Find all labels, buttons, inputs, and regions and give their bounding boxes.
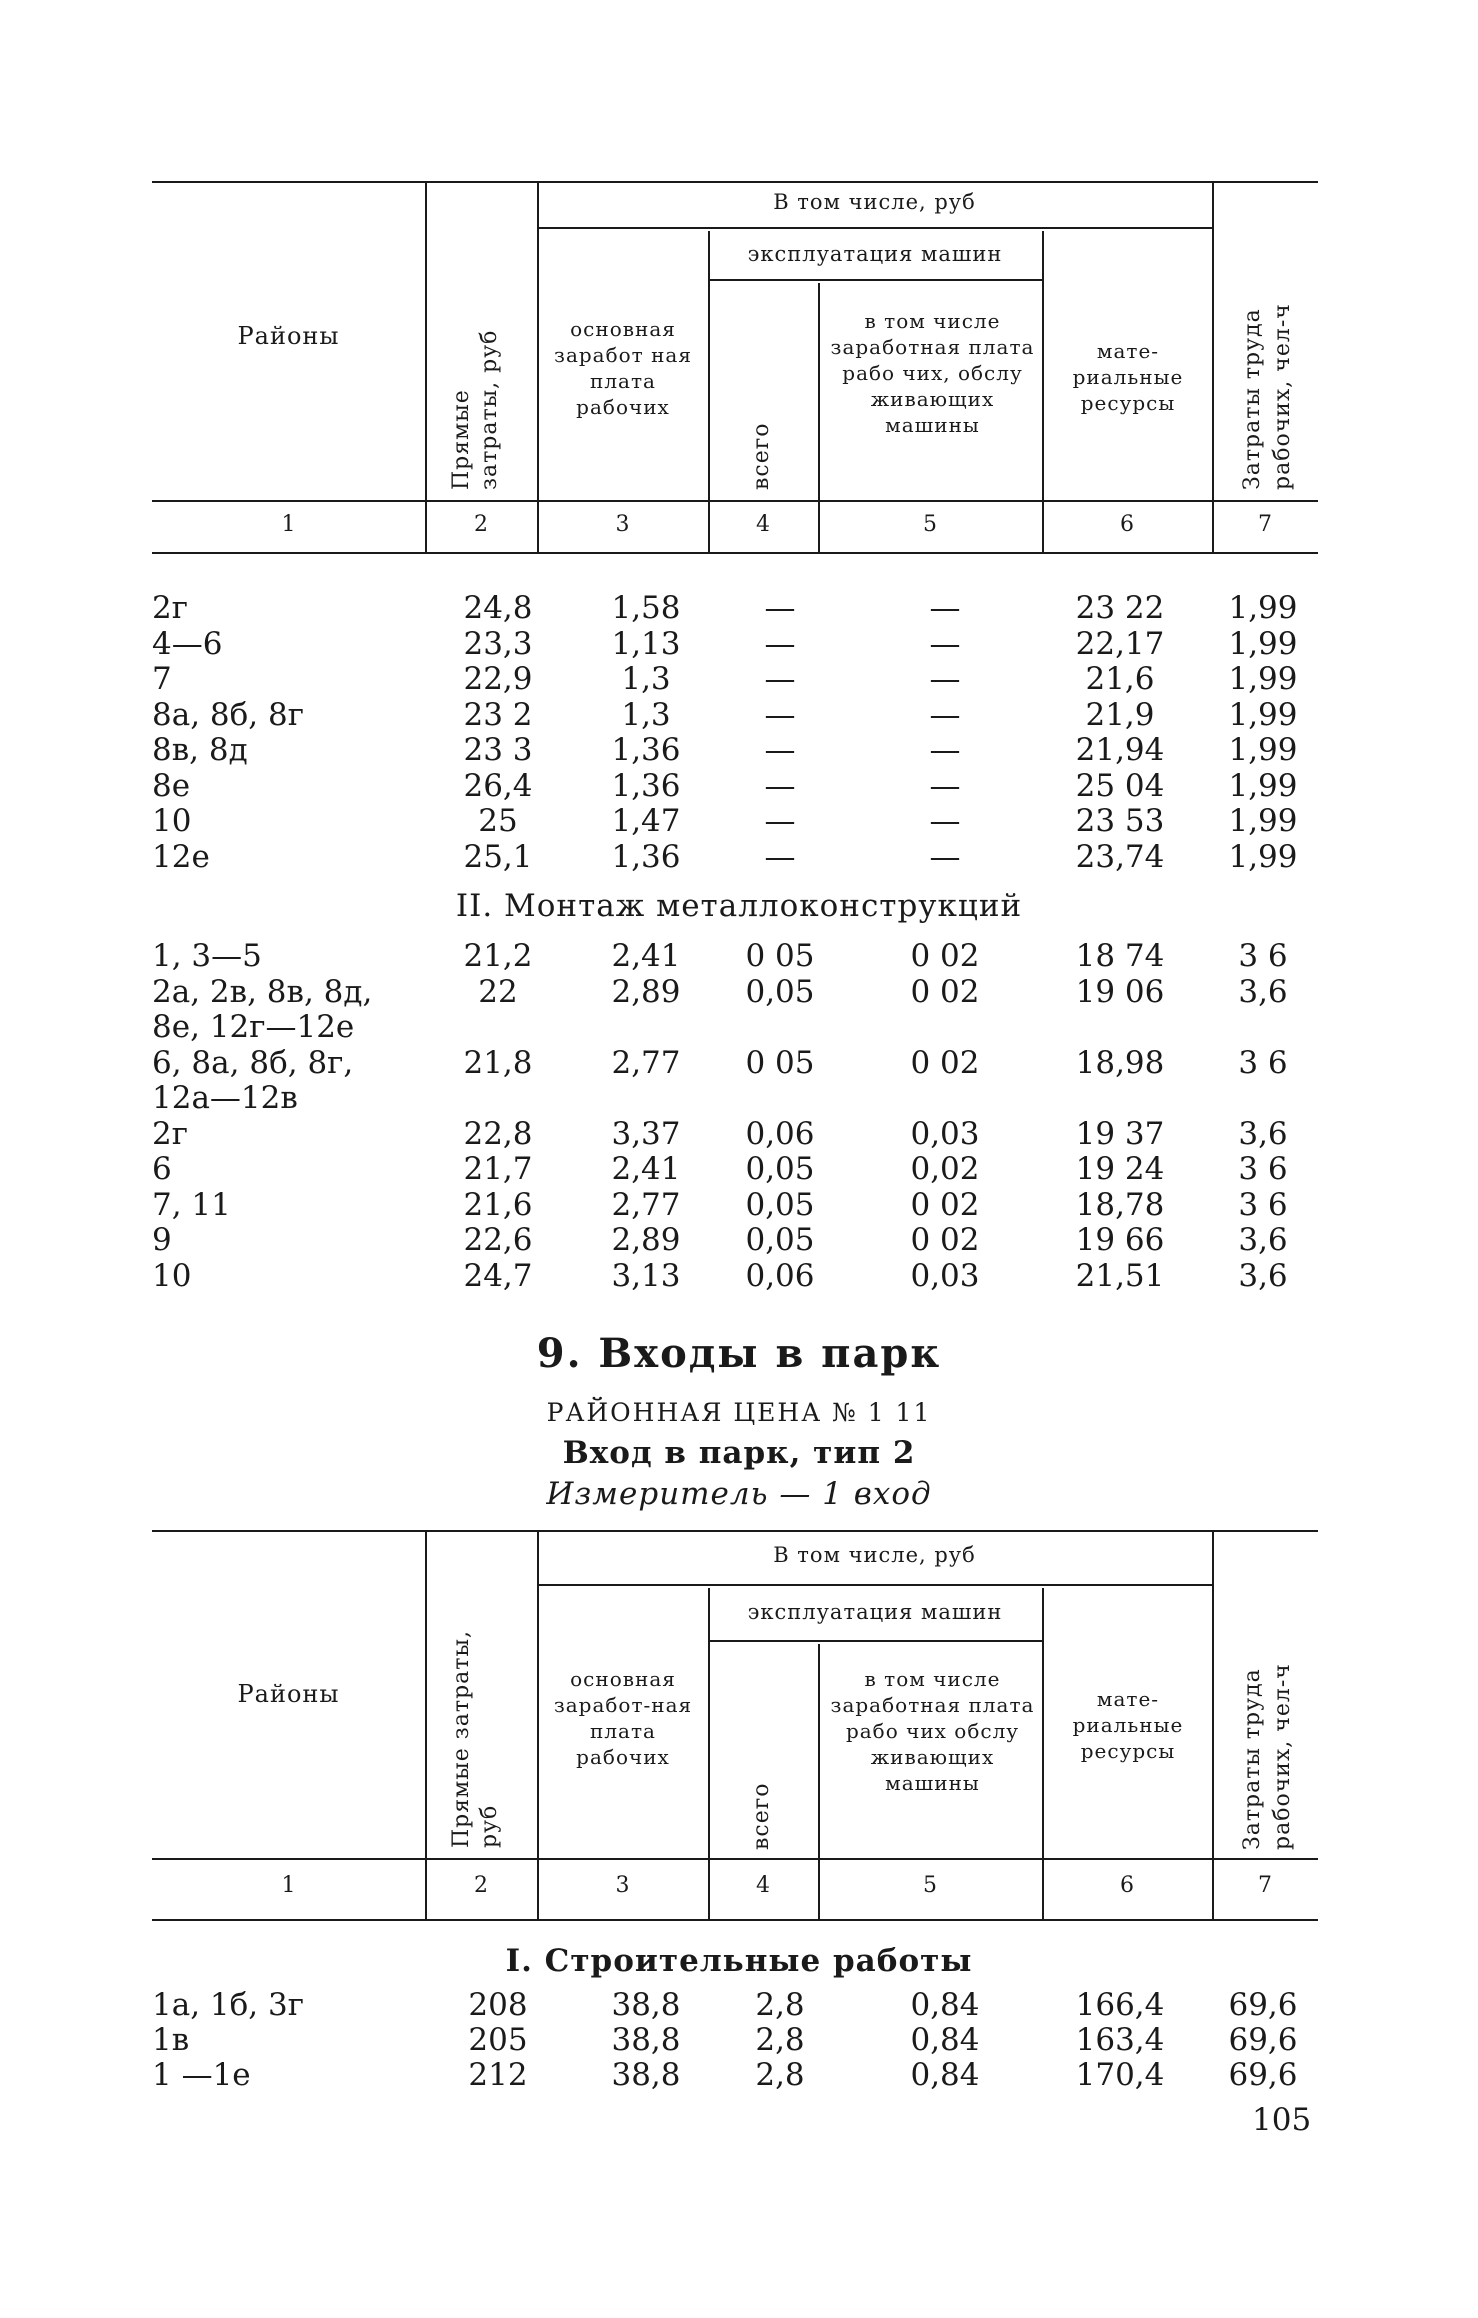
table-cell: 23 22 bbox=[1075, 590, 1165, 626]
table2-col-divider bbox=[425, 1530, 427, 1921]
table-cell: 22,17 bbox=[1075, 625, 1165, 662]
table-cell: 1,99 bbox=[1228, 661, 1298, 697]
table-cell: 0,02 bbox=[910, 1151, 980, 1187]
table-cell: 205 bbox=[468, 2022, 528, 2058]
table-cell: 2,8 bbox=[755, 2022, 805, 2058]
table1-section2-title: II. Монтаж металлоконструкций bbox=[455, 888, 1023, 924]
table-cell: — bbox=[764, 732, 796, 768]
table-cell: 1, 3—5 bbox=[152, 938, 262, 974]
table-cell: 1,99 bbox=[1228, 767, 1298, 804]
table1-machines-header: эксплуатация машин bbox=[747, 242, 1003, 266]
table-cell: — bbox=[764, 696, 796, 733]
table-cell: 8е, 12г—12е bbox=[152, 1009, 355, 1045]
table-cell: 19 24 bbox=[1075, 1151, 1165, 1187]
table-cell: 69,6 bbox=[1228, 2057, 1298, 2093]
table-cell: 19 06 bbox=[1075, 973, 1165, 1010]
table1-total-header: всего bbox=[749, 422, 774, 490]
table2-col-divider bbox=[1212, 1530, 1214, 1921]
table-cell: 23 3 bbox=[463, 732, 533, 768]
table-cell: 2,8 bbox=[755, 2057, 805, 2093]
section9-title: 9. Входы в парк bbox=[536, 1330, 942, 1377]
table-cell: 21,8 bbox=[463, 1044, 533, 1081]
table-cell: 2,41 bbox=[611, 938, 681, 974]
table1-colnum: 2 bbox=[474, 512, 488, 537]
table1-header-bottom-rule bbox=[152, 552, 1318, 554]
table-cell: 69,6 bbox=[1228, 2022, 1298, 2058]
table-cell: 2,8 bbox=[755, 1987, 805, 2023]
table-cell: 1,47 bbox=[611, 803, 681, 839]
table-cell: 1а, 1б, 3г bbox=[152, 1987, 304, 2023]
table1-numbers-rule bbox=[152, 500, 1318, 502]
table-cell: 8е bbox=[152, 767, 191, 804]
table1-col-divider bbox=[425, 181, 427, 552]
table-row bbox=[0, 1116, 1478, 1152]
table-cell: 2,77 bbox=[611, 1044, 681, 1081]
table-cell: 6 bbox=[152, 1151, 172, 1187]
table-cell: 4—6 bbox=[152, 625, 223, 662]
section9-price: РАЙОННАЯ ЦЕНА № 1 11 bbox=[546, 1398, 932, 1427]
table-cell: — bbox=[764, 767, 796, 804]
table1-colnum: 7 bbox=[1258, 512, 1272, 537]
table-cell: 163,4 bbox=[1075, 2022, 1165, 2058]
table1-labor-header: Затраты труда рабочих, чел-ч bbox=[1240, 303, 1295, 490]
table-cell: 23 2 bbox=[463, 696, 533, 733]
table1-colnum: 5 bbox=[923, 512, 937, 537]
table-cell: 1 —1е bbox=[152, 2057, 251, 2093]
page-number: 105 bbox=[1252, 2102, 1312, 2138]
table1-colnum: 6 bbox=[1120, 512, 1134, 537]
table2-base-wage-header: основная заработ-ная плата рабочих bbox=[553, 1667, 693, 1769]
table-row bbox=[0, 2057, 1478, 2093]
table-cell: 22,9 bbox=[463, 661, 533, 697]
table-cell: 9 bbox=[152, 1222, 172, 1258]
table-cell: 7 bbox=[152, 661, 172, 697]
table-row bbox=[0, 1187, 1478, 1223]
table-row bbox=[0, 839, 1478, 875]
table-row bbox=[0, 661, 1478, 697]
table-cell: 0,03 bbox=[910, 1115, 980, 1152]
table-cell: 24,7 bbox=[463, 1257, 533, 1294]
table-cell: 21,51 bbox=[1075, 1257, 1165, 1294]
table2-machines-rule bbox=[708, 1640, 1042, 1642]
table-cell: 23,3 bbox=[463, 625, 533, 662]
table-cell: 0,84 bbox=[910, 1987, 980, 2023]
table-cell: 25 04 bbox=[1075, 767, 1165, 804]
table-cell: 2,89 bbox=[611, 973, 681, 1010]
table-cell: 0,05 bbox=[745, 1186, 815, 1223]
table-cell: 26,4 bbox=[463, 767, 533, 804]
table1-base-wage-header: основная заработ ная плата рабочих bbox=[554, 317, 692, 419]
table2-materials-header: мате-риальные ресурсы bbox=[1072, 1687, 1184, 1763]
table-row bbox=[0, 732, 1478, 768]
section9-subtitle: Вход в парк, тип 2 bbox=[562, 1435, 916, 1471]
table-cell: — bbox=[929, 590, 961, 626]
table2-section1-title: I. Строительные работы bbox=[505, 1943, 973, 1979]
table-cell: 2г bbox=[152, 590, 188, 626]
table2-colnum: 5 bbox=[923, 1873, 937, 1898]
table-cell: 22 bbox=[478, 973, 518, 1010]
table2-col-divider bbox=[1042, 1588, 1044, 1921]
table2-machines-header: эксплуатация машин bbox=[747, 1600, 1003, 1624]
table2-including-header: В том числе, руб bbox=[773, 1543, 976, 1567]
table2-colnum: 6 bbox=[1120, 1873, 1134, 1898]
table-cell: 1,99 bbox=[1228, 732, 1298, 768]
table2-header-bottom-rule bbox=[152, 1919, 1318, 1921]
table-cell: 12е bbox=[152, 838, 210, 875]
table-cell: 2,89 bbox=[611, 1222, 681, 1258]
table-row bbox=[0, 697, 1478, 733]
table2-numbers-rule bbox=[152, 1858, 1318, 1860]
table-row bbox=[0, 590, 1478, 626]
table-row bbox=[0, 626, 1478, 662]
table-cell: 3 6 bbox=[1238, 1151, 1288, 1187]
table-cell: 25,1 bbox=[463, 838, 533, 875]
table2-colnum: 1 bbox=[281, 1873, 296, 1898]
table2-incl-wage-header: в том числе заработная плата рабо чих обслу живающих машины bbox=[830, 1667, 1035, 1795]
table1-col-divider bbox=[1212, 181, 1214, 552]
table1-col-divider bbox=[537, 181, 539, 552]
table1-direct-costs-header: Прямые затраты, руб bbox=[449, 329, 502, 490]
table-cell: 170,4 bbox=[1075, 2057, 1165, 2093]
table-cell: 38,8 bbox=[611, 2057, 681, 2093]
table1-machines-rule bbox=[708, 279, 1042, 281]
table-cell: 8а, 8б, 8г bbox=[152, 696, 304, 733]
table-row bbox=[0, 1987, 1478, 2023]
table-cell: 21,9 bbox=[1085, 696, 1155, 733]
table-cell: 3,37 bbox=[611, 1115, 681, 1152]
table-cell: 0,05 bbox=[745, 1151, 815, 1187]
table2-group-rule bbox=[537, 1584, 1212, 1586]
table-cell: 3,6 bbox=[1238, 1115, 1288, 1152]
table-cell: 10 bbox=[152, 1257, 192, 1294]
table-cell: 69,6 bbox=[1228, 1987, 1298, 2023]
table2-regions-header: Районы bbox=[237, 1680, 340, 1708]
table2-colnum: 2 bbox=[474, 1873, 488, 1898]
table-cell: — bbox=[764, 838, 796, 875]
table1-top-rule bbox=[152, 181, 1318, 183]
table2-direct-costs-header: Прямые затраты, руб bbox=[449, 1630, 502, 1848]
table-cell: 1,3 bbox=[621, 661, 671, 697]
table-cell: 1,36 bbox=[611, 767, 681, 804]
table-row bbox=[0, 974, 1478, 1010]
table-cell: 10 bbox=[152, 803, 192, 839]
table-cell: 0,84 bbox=[910, 2057, 980, 2093]
table1-materials-header: мате-риальные ресурсы bbox=[1072, 339, 1184, 415]
table-cell: 19 37 bbox=[1075, 1115, 1165, 1152]
table-cell: 3 6 bbox=[1238, 1044, 1288, 1081]
table-cell: 1,99 bbox=[1228, 803, 1298, 839]
table-cell: 12а—12в bbox=[152, 1080, 298, 1116]
table-cell: 1,36 bbox=[611, 838, 681, 875]
table-cell: 1,58 bbox=[611, 590, 681, 626]
table-cell: 7, 11 bbox=[152, 1186, 231, 1223]
table-cell: 22,6 bbox=[463, 1222, 533, 1258]
table-cell: 1,99 bbox=[1228, 696, 1298, 733]
table-cell: 2г bbox=[152, 1115, 188, 1152]
table-cell: 1,99 bbox=[1228, 625, 1298, 662]
table-cell: 19 66 bbox=[1075, 1222, 1165, 1258]
table-cell: 0 02 bbox=[910, 1044, 980, 1081]
table-cell: 1,99 bbox=[1228, 590, 1298, 626]
table1-incl-wage-header: в том числе заработная плата рабо чих, обслу живающих машины bbox=[830, 309, 1035, 437]
table-row bbox=[0, 1080, 1478, 1116]
table-cell: — bbox=[764, 590, 796, 626]
table1-col-divider bbox=[1042, 231, 1044, 552]
table-cell: — bbox=[929, 838, 961, 875]
table1-colnum: 4 bbox=[756, 512, 770, 537]
table-cell: 0,84 bbox=[910, 2022, 980, 2058]
table2-col-divider bbox=[537, 1530, 539, 1921]
table-cell: 6, 8а, 8б, 8г, bbox=[152, 1044, 354, 1081]
table-cell: 0 05 bbox=[745, 938, 815, 974]
table-row bbox=[0, 938, 1478, 974]
table-row bbox=[0, 1151, 1478, 1187]
table-cell: — bbox=[929, 661, 961, 697]
table-row bbox=[0, 768, 1478, 804]
table-cell: — bbox=[929, 767, 961, 804]
table-cell: 38,8 bbox=[611, 2022, 681, 2058]
table-cell: 18,78 bbox=[1075, 1186, 1165, 1223]
table-cell: 0 02 bbox=[910, 1186, 980, 1223]
section9-measure: Измеритель — 1 вход bbox=[546, 1476, 932, 1512]
table-cell: 208 bbox=[468, 1987, 528, 2023]
table-cell: 0,06 bbox=[745, 1115, 815, 1152]
table-cell: 166,4 bbox=[1075, 1987, 1165, 2023]
table-cell: 38,8 bbox=[611, 1987, 681, 2023]
table-cell: 3,6 bbox=[1238, 1222, 1288, 1258]
table2-col-divider bbox=[708, 1588, 710, 1921]
table1-regions-header: Районы bbox=[237, 322, 340, 350]
table-cell: 23,74 bbox=[1075, 838, 1165, 875]
table-cell: 0 05 bbox=[745, 1044, 815, 1081]
table-cell: 0,05 bbox=[745, 973, 815, 1010]
table2-labor-header: Затраты труда рабочих, чел-ч bbox=[1240, 1663, 1295, 1850]
table-cell: 21,6 bbox=[463, 1186, 533, 1223]
table-cell: 24,8 bbox=[463, 590, 533, 626]
table-cell: — bbox=[764, 625, 796, 662]
table-cell: 21,2 bbox=[463, 938, 533, 974]
table-cell: 21,7 bbox=[463, 1151, 533, 1187]
table-cell: 21,94 bbox=[1075, 732, 1165, 768]
table-cell: 3,6 bbox=[1238, 973, 1288, 1010]
table1-colnum: 1 bbox=[281, 512, 296, 537]
table-cell: — bbox=[929, 732, 961, 768]
table-row bbox=[0, 803, 1478, 839]
table-cell: 0,06 bbox=[745, 1257, 815, 1294]
table-cell: 0,03 bbox=[910, 1257, 980, 1294]
table-row bbox=[0, 1258, 1478, 1294]
table-cell: — bbox=[929, 803, 961, 839]
table-cell: 22,8 bbox=[463, 1115, 533, 1152]
table-cell: 2а, 2в, 8в, 8д, bbox=[152, 973, 373, 1010]
table2-colnum: 4 bbox=[756, 1873, 770, 1898]
table-cell: 3,6 bbox=[1238, 1257, 1288, 1294]
table-cell: 25 bbox=[478, 803, 518, 839]
table-cell: 2,77 bbox=[611, 1186, 681, 1223]
table-cell: 212 bbox=[468, 2057, 528, 2093]
table-cell: 21,6 bbox=[1085, 661, 1155, 697]
table-cell: 0 02 bbox=[910, 973, 980, 1010]
table-cell: 1в bbox=[152, 2022, 190, 2058]
table2-total-header: всего bbox=[749, 1782, 774, 1850]
table-cell: — bbox=[929, 625, 961, 662]
table-cell: 18 74 bbox=[1075, 938, 1165, 974]
table-cell: 23 53 bbox=[1075, 803, 1165, 839]
table1-colnum: 3 bbox=[615, 512, 630, 537]
table2-colnum: 7 bbox=[1258, 1873, 1272, 1898]
table1-including-header: В том числе, руб bbox=[773, 190, 976, 214]
table-cell: 3 6 bbox=[1238, 1186, 1288, 1223]
table-row bbox=[0, 2022, 1478, 2058]
table-cell: 1,99 bbox=[1228, 838, 1298, 875]
table-cell: 1,36 bbox=[611, 732, 681, 768]
table2-top-rule bbox=[152, 1530, 1318, 1532]
table-cell: 0,05 bbox=[745, 1222, 815, 1258]
table-cell: — bbox=[929, 696, 961, 733]
table2-colnum: 3 bbox=[615, 1873, 630, 1898]
table-cell: — bbox=[764, 803, 796, 839]
table1-group-rule bbox=[537, 227, 1212, 229]
table-cell: 8в, 8д bbox=[152, 732, 248, 768]
table-cell: 3 6 bbox=[1238, 938, 1288, 974]
table-cell: 3,13 bbox=[611, 1257, 681, 1294]
table-cell: 1,3 bbox=[621, 696, 671, 733]
table-cell: 0 02 bbox=[910, 938, 980, 974]
table-cell: — bbox=[764, 661, 796, 697]
table-row bbox=[0, 1009, 1478, 1045]
table-row bbox=[0, 1222, 1478, 1258]
table-cell: 18,98 bbox=[1075, 1044, 1165, 1081]
table-row bbox=[0, 1045, 1478, 1081]
table-cell: 2,41 bbox=[611, 1151, 681, 1187]
table-cell: 1,13 bbox=[611, 625, 681, 662]
table-cell: 0 02 bbox=[910, 1222, 980, 1258]
